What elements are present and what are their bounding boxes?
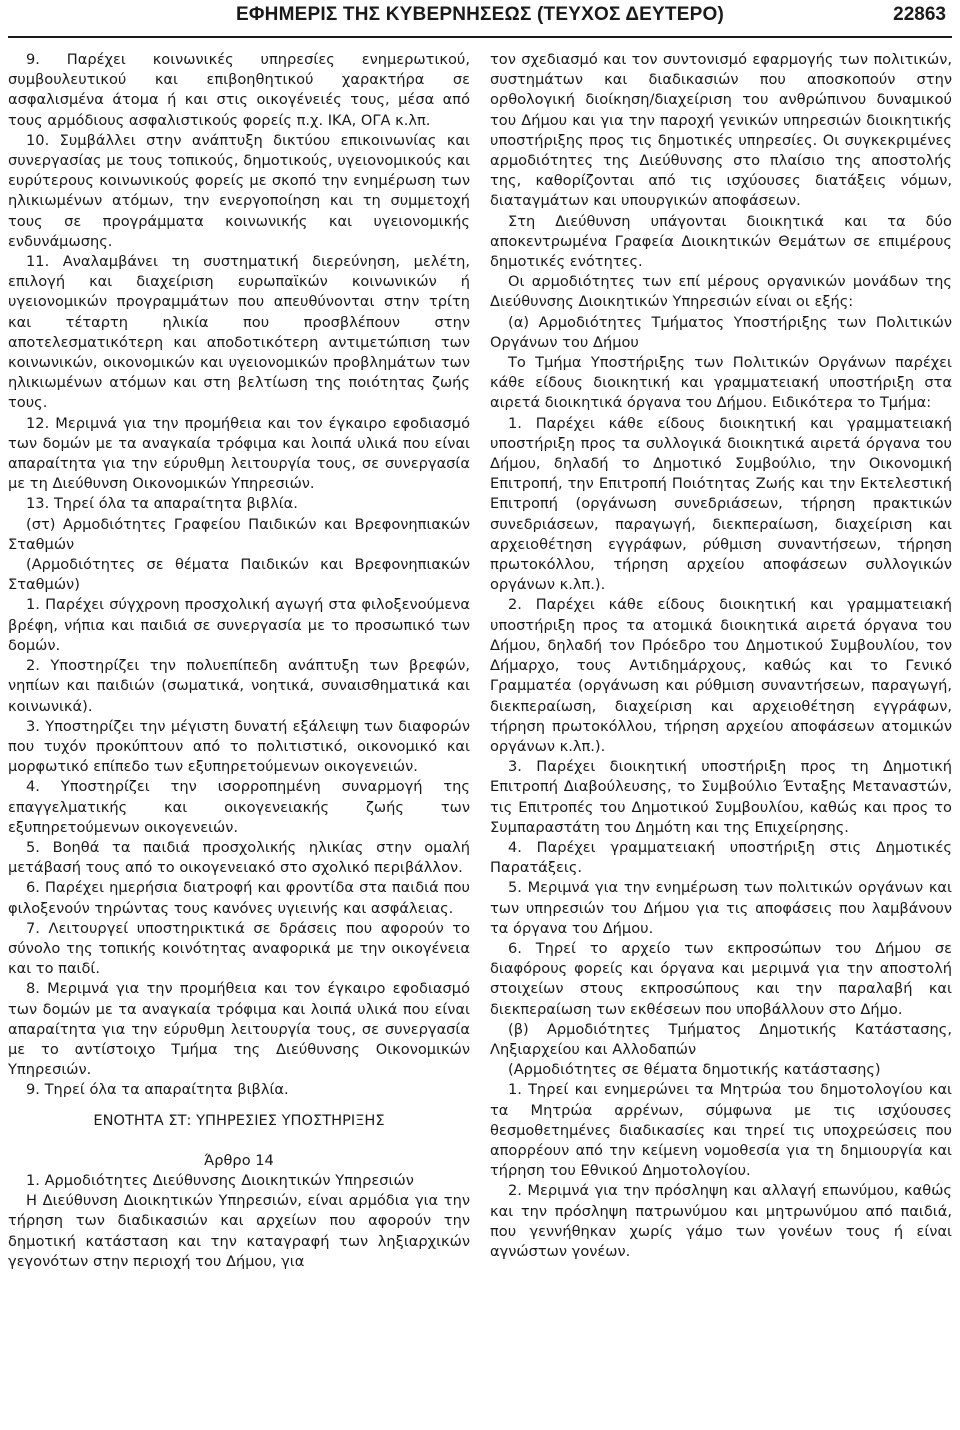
paragraph: 1. Παρέχει κάθε είδους διοικητική και γραμματειακή υποστήριξη προς τα συλλογικά διοικητικά αιρετά όργανα του Δήμου, δηλαδή το Δημοτικό Συμβούλιο, την Οικονομική Επιτροπή, την Επιτροπή Ποιότητας Ζωής και την Εκτελεστική Επιτροπή (οργάνωση συνεδριάσεων, τήρηση πρακτικών συνεδριάσεων, παραγωγή, διεκπεραίωση, διαχείριση και αρχειοθέτηση εγγράφων, ρύθμιση συναντήσεων, τήρηση πρωτοκόλλου, τήρηση αρχείου αποφάσεων συλλογικών οργάνων κ.λπ.). [490, 414, 952, 594]
paragraph: 2. Μεριμνά για την πρόσληψη και αλλαγή επωνύμου, καθώς και την πρόσληψη πατρωνύμου και μητρωνύμου από παιδιά, που γεννήθηκαν χωρίς γάμο των γονέων τους ή είναι αγνώστων γονέων. [490, 1182, 952, 1260]
subsection-heading: (α) Αρμοδιότητες Τμήματος Υποστήριξης των Πολιτικών Οργάνων του Δήμου [490, 313, 952, 351]
paragraph: 6. Παρέχει ημερήσια διατροφή και φροντίδα στα παιδιά που φιλοξενούν τηρώντας τους κανόνες υγιεινής και ασφάλειας. [8, 879, 470, 917]
paragraph: 9. Τηρεί όλα τα απαραίτητα βιβλία. [26, 1081, 289, 1099]
paragraph: 5. Μεριμνά για την ενημέρωση των πολιτικών οργάνων και των υπηρεσιών του Δήμου για τις αποφάσεις που λαμβάνουν τα όργανα του Δήμου. [490, 879, 952, 937]
paragraph: 10. Συμβάλλει στην ανάπτυξη δικτύου επικοινωνίας και συνεργασίας με τους τοπικούς, δημοτικούς, υγειονομικούς και ευρύτερους κοινωνικούς φορείς με σκοπό την ενημέρωση των ηλικιωμένων ατόμων, την ενεργοποίηση και τη συμμετοχή τους σε προγράμματα κοινωνικής και υγειονομικής ενδυνάμωσης. [8, 131, 470, 250]
paragraph: 2. Παρέχει κάθε είδους διοικητική και γραμματειακή υποστήριξη προς τα ατομικά διοικητικά αιρετά όργανα του Δήμου, δηλαδή τον Πρόεδρο του Δημοτικού Συμβουλίου, τον Δήμαρχο, τους Αντιδημάρχους, καθώς και το Γενικό Γραμματέα (οργάνωση και ρύθμιση συναντήσεων, παραγωγή, διεκπεραίωση, διαχείριση και αρχειοθέτηση εγγράφων, τήρηση πρωτοκόλλου, τήρηση αρχείου αποφάσεων ατομικών οργάνων κ.λπ.). [490, 596, 952, 755]
paragraph: τον σχεδιασμό και τον συντονισμό εφαρμογής των πολιτικών, συστημάτων και διαδικασιών που αποσκοπούν στην ορθολογική διοίκηση/διαχείριση του ανθρώπινου δυναμικού του Δήμου και για την παροχή γενικών υπηρεσιών διοικητικής υποστήριξης προς τις δημοτικές υπηρεσίες. Οι συγκεκριμένες αρμοδιότητες της Διεύθυνσης στο πλαίσιο της αποστολής της, καθορίζονται από τις ισχύουσες διατάξεις νόμων, διαταγμάτων και υπουργικών αποφάσεων. [490, 51, 952, 210]
page-number: 22863 [893, 4, 946, 25]
article-body: Η Διεύθυνση Διοικητικών Υπηρεσιών, είναι αρμόδια για την τήρηση των διαδικασιών και αρχείων που αφορούν την δημοτική κατάσταση και την καταγραφή των ληξιαρχικών γεγονότων στην περιοχή του Δήμου, για [8, 1192, 470, 1270]
paragraph: 13. Τηρεί όλα τα απαραίτητα βιβλία. [26, 495, 298, 513]
paragraph: Το Τμήμα Υποστήριξης των Πολιτικών Οργάνων παρέχει κάθε είδους διοικητική και γραμματειακή υποστήριξη στα αιρετά διοικητικά όργανα του Δήμου. Ειδικότερα το Τμήμα: [490, 354, 952, 412]
section-heading: ΕΝΟΤΗΤΑ ΣΤ: ΥΠΗΡΕΣΙΕΣ ΥΠΟΣΤΗΡΙΞΗΣ [93, 1111, 385, 1129]
gazette-title: ΕΦΗΜΕΡΙΣ ΤΗΣ ΚΥΒΕΡΝΗΣΕΩΣ (ΤΕΥΧΟΣ ΔΕΥΤΕΡΟ) [236, 4, 724, 25]
paragraph: 4. Παρέχει γραμματειακή υποστήριξη στις Δημοτικές Παρατάξεις. [490, 838, 952, 877]
paragraph: 6. Τηρεί το αρχείο των εκπροσώπων του Δήμου σε διαφόρους φορείς και όργανα και μεριμνά για την αποστολή στοιχείων στους εκπροσώπους και την παραλαβή και διεκπεραίωση των εκθέσεων που υποβάλλουν στο Δήμο. [490, 939, 952, 1018]
paragraph: 1. Τηρεί και ενημερώνει τα Μητρώα του δημοτολογίου και τα Μητρώα αρρένων, σύμφωνα με τις ισχύουσες θεσμοθετημένες διαδικασίες και τηρεί τις υποχρεώσεις που απορρέουν από την κείμενη νομοθεσία για τη δημιουργία και τήρηση του Εθνικού Δημοτολογίου. [490, 1081, 952, 1180]
paragraph: 3. Υποστηρίζει την μέγιστη δυνατή εξάλειψη των διαφορών που τυχόν προκύπτουν από το πολιτιστικό, οικονομικό και μορφωτικό επίπεδο των εξυπηρετούμενων οικογενειών. [8, 717, 470, 776]
paragraph: 2. Υποστηρίζει την πολυεπίπεδη ανάπτυξη των βρεφών, νηπίων και παιδιών (σωματικά, νοητικά, συναισθηματικά και κοινωνικά). [8, 657, 470, 715]
paragraph: 7. Λειτουργεί υποστηρικτικά σε δράσεις που αφορούν το σύνολο της τοπικής κοινότητας αναφορικά με την οικογένεια και το παιδί. [8, 919, 470, 978]
subsection-heading: (στ) Αρμοδιότητες Γραφείου Παιδικών και Βρεφονηπιακών Σταθμών [8, 515, 470, 553]
paragraph: 9. Παρέχει κοινωνικές υπηρεσίες ενημερωτικού, συμβουλευτικού και επιβοηθητικού χαρακτήρα σε ασφαλισμένα άτομα ή και στις οικογένειές τους, μέσα από τους αρμόδιους ασφαλιστικούς φορείς π.χ. ΙΚΑ, ΟΓΑ κ.λπ. [8, 51, 470, 129]
page-header [8, 0, 952, 38]
paragraph: 3. Παρέχει διοικητική υποστήριξη προς τη Δημοτική Επιτροπή Διαβούλευσης, το Συμβούλιο Ένταξης Μεταναστών, τις Επιτροπές του Δημοτικού Συμβουλίου, καθώς και προς το Συμπαραστάτη του Δημότη και της Επιχείρησης. [490, 758, 952, 836]
paragraph: 4. Υποστηρίζει την ισορροπημένη συναρμογή της επαγγελματικής και οικογενειακής ζωής των εξυπηρετούμενων οικογενειών. [8, 778, 470, 836]
subsection-note: (Αρμοδιότητες σε θέματα δημοτικής κατάστασης) [508, 1061, 881, 1079]
paragraph: 12. Μεριμνά για την προμήθεια και τον έγκαιρο εφοδιασμό των δομών με τα αναγκαία τρόφιμα και λοιπά υλικά που είναι απαραίτητα για την εύρυθμη λειτουργία τους, σε συνεργασία με τη Διεύθυνση Οικονομικών Υπηρεσιών. [8, 414, 470, 493]
paragraph: Στη Διεύθυνση υπάγονται διοικητικά και τα δύο αποκεντρωμένα Γραφεία Διοικητικών Θεμάτων σε επιμέρους δημοτικές ενότητες. [490, 212, 952, 271]
subsection-note: (Αρμοδιότητες σε θέματα Παιδικών και Βρεφονηπιακών Σταθμών) [8, 556, 470, 594]
paragraph: 11. Αναλαμβάνει τη συστηματική διερεύνηση, μελέτη, επιλογή και διαχείριση ευρωπαϊκών κοινωνικών ή υγειονομικών προγραμμάτων που απευθύνονται στην τρίτη και τέταρτη ηλικία που προσβλέπουν στην αποτελεσματικότερη και αποδοτικότερη αντιμετώπιση των κοινωνικών, οικονομικών και υγειονομικών προβλημάτων των ηλικιωμένων ατόμων και στη βελτίωση της ποιότητας ζωής τους. [8, 253, 470, 412]
paragraph: Οι αρμοδιότητες των επί μέρους οργανικών μονάδων της Διεύθυνσης Διοικητικών Υπηρεσιών είναι οι εξής: [490, 273, 952, 311]
paragraph: 1. Παρέχει σύγχρονη προσχολική αγωγή στα φιλοξενούμενα βρέφη, νήπια και παιδιά σε συνεργασία με το προσωπικό των δομών. [8, 596, 470, 654]
left-column [8, 50, 470, 1272]
subsection-heading: (β) Αρμοδιότητες Τμήματος Δημοτικής Κατάστασης, Ληξιαρχείου και Αλλοδαπών [490, 1020, 952, 1058]
paragraph: 8. Μεριμνά για την προμήθεια και τον έγκαιρο εφοδιασμό των δομών με τα αναγκαία τρόφιμα και λοιπά υλικά που είναι απαραίτητα για την εύρυθμη λειτουργία τους, σε συνεργασία με το αντίστοιχο Τμήμα της Διεύθυνσης Οικονομικών Υπηρεσιών. [8, 980, 470, 1079]
article-subheading: 1. Αρμοδιότητες Διεύθυνσης Διοικητικών Υπηρεσιών [26, 1171, 414, 1189]
article-heading: Άρθρο 14 [204, 1151, 274, 1169]
right-column [490, 50, 952, 1262]
paragraph: 5. Βοηθά τα παιδιά προσχολικής ηλικίας στην ομαλή μετάβασή τους από το οικογενειακό στο σχολικό περιβάλλον. [8, 838, 470, 877]
